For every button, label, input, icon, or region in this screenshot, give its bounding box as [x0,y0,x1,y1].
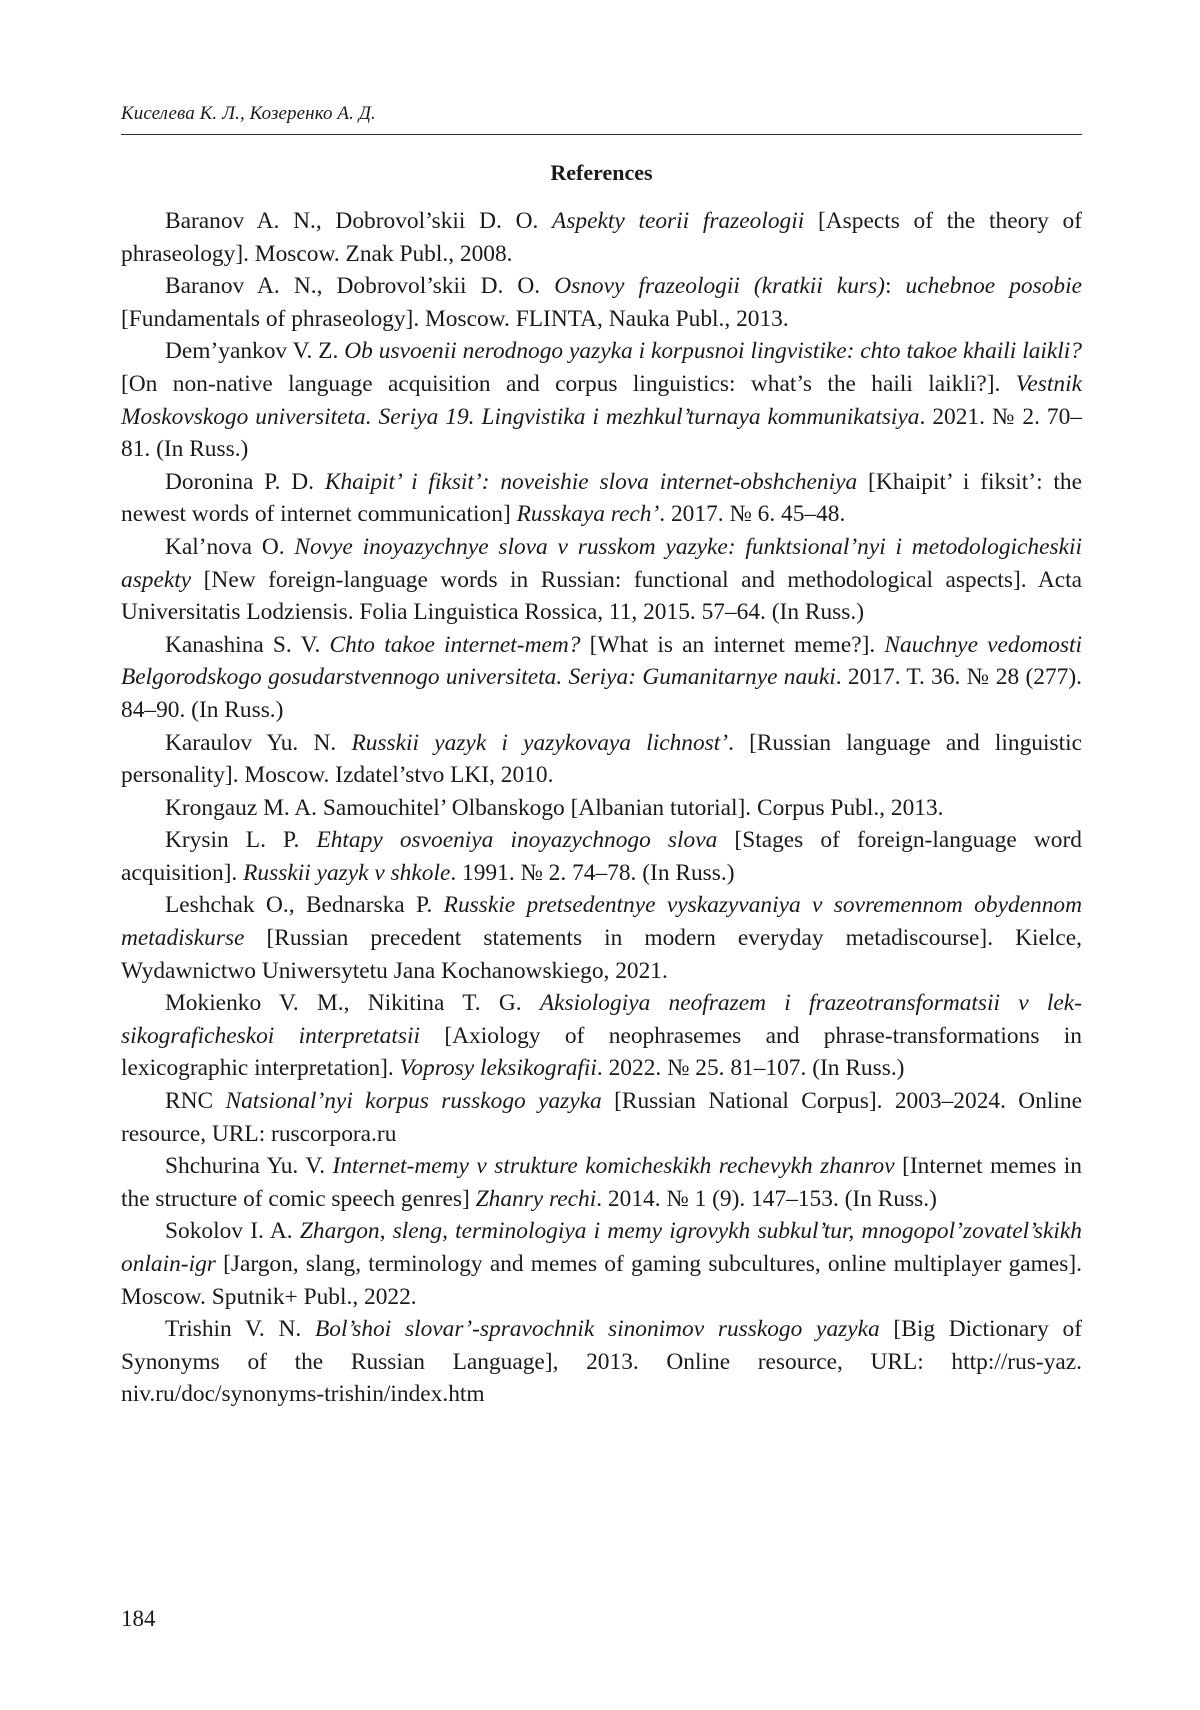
header-rule [121,134,1082,135]
reference-title-italic: Aspekty teorii frazeologii [552,208,805,234]
reference-text: . 2017. T. 36. № 28 (277). 84–90. (In Russ.) [121,664,1082,723]
reference-entry [121,531,1082,629]
reference-title-italic: Osnovy frazeologii (kratkii kurs) [554,273,885,300]
reference-text: . 2017. № 6. 45–48. [659,501,846,528]
reference-title-italic: Zhanry rechi [475,1185,597,1212]
reference-entry [121,1085,1082,1150]
reference-text: Leshchak O., Bednarska P. [165,892,444,919]
reference-text: . 1991. № 2. 74–78. (In Russ.) [450,859,735,886]
reference-title-italic: Russkie pretsedentnye vyskazyvaniya v sovremennom obydennom metadiskurse [121,892,1083,952]
page-number: 184 [121,1606,156,1631]
reference-entry [121,824,1082,889]
reference-entry [121,889,1082,987]
reference-text: Doronina P. D. [165,468,325,495]
reference-entry [121,1150,1082,1215]
running-head: Киселева К. Л., Козеренко А. Д. [121,103,376,124]
reference-title-italic: Aksiologiya neofrazem i frazeotransformatsii v leksikograficheskoi interpretatsii [121,990,1082,1049]
reference-title-italic: Russkii yazyk i yazykovaya lichnost’ [351,729,729,756]
reference-title-italic: Khaipit’ i fiksit’: noveishie slova internet-obshcheniya [324,468,858,495]
reference-entry [121,792,1082,825]
reference-title-italic: Ob usvoenii nerodnogo yazyka i korpusnoi lingvistike: chto takoe khaili laikli? [344,338,1082,365]
reference-text: . 2022. № 25. 81–107. (In Russ.) [596,1055,905,1082]
reference-text: [On non-native language acquisition and corpus linguistics: what’s the haili laikli?]. [121,370,1016,397]
reference-text: Kal’nova O. [165,533,295,560]
reference-title-italic: Internet-memy v strukture komicheskikh rechevykh zhanrov [332,1153,895,1180]
reference-text: [Fundamentals of phraseology]. Moscow. FLINTA, Nauka Publ., 2013. [121,305,789,332]
reference-text: [Russian precedent statements in modern everyday metadiscourse]. Kielce, Wydawnictwo Uniwersytetu Jana Kochanowskiego, 2021. [121,925,1082,984]
reference-text: [Jargon, slang, terminology and memes of gaming subcultures, online multiplayer games]. Moscow. Sputnik+ Publ., 2022. [121,1251,1082,1310]
reference-title-italic: Bol’shoi slovar’-spravochnik sinonimov russkogo yazyka [315,1316,880,1343]
reference-text: [Internet memes in the structure of comic speech genres] [121,1153,1082,1212]
reference-title-italic: Vestnik Moskovskogo universiteta. Seriya 19. Lingvistika i mezhkul’turnaya kommunikatsiya [121,370,1082,430]
reference-text: [Russian National Corpus]. 2003–2024. Online resource, URL: ruscorpora.ru [121,1088,1082,1147]
reference-entry [121,1313,1082,1411]
reference-entry [121,629,1082,727]
reference-text: [Axiology of neophrasemes and phrase-transformations in lexicographic interpretation]. [121,1022,1082,1082]
reference-text: Sokolov I. A. [165,1218,300,1245]
reference-title-italic: Russkii yazyk v shkole [243,859,451,886]
reference-text: Baranov A. N., Dobrovol’skii D. O. [165,273,555,300]
reference-text: [Khaipit’ i fiksit’: the newest words of internet communication] [121,468,1083,528]
reference-title-italic: Nauchnye vedomosti Belgorodskogo gosudarstvennogo universiteta. Seriya: Gumanitarnye nauki [121,631,1082,691]
reference-text: [New foreign-language words in Russian: functional and methodological aspects]. Acta Universitatis Lodziensis. Folia Linguistica Rossica, 11, 2015. 57–64. (In Russ.) [121,566,1082,626]
section-title: References [550,160,653,185]
reference-entry [121,987,1082,1085]
reference-title-italic: Natsional’nyi korpus russkogo yazyka [225,1088,602,1115]
reference-title-italic: Voprosy leksikografii [399,1055,597,1082]
reference-list [121,205,1082,1411]
reference-text: . 2021. № 2. 70–81. (In Russ.) [121,403,1082,463]
reference-text: [Stages of foreign-language word acquisition]. [121,827,1082,886]
reference-entry [121,727,1082,792]
reference-text: RNC [165,1088,226,1115]
reference-title-italic: Ehtapy osvoeniya inoyazychnogo slova [316,827,718,854]
reference-entry [121,335,1082,465]
reference-text: [Aspects of the theory of phraseology]. Moscow. Znak Publ., 2008. [121,208,1082,267]
reference-entry [121,205,1082,270]
reference-entry [121,1215,1082,1313]
reference-title-italic: Zhargon, sleng, terminologiya i memy igrovykh subkul’tur, mnogopol’zovatel’skikh onlain-igr [121,1218,1082,1277]
reference-text: Krysin L. P. [165,827,317,854]
reference-title-italic: Chto takoe internet-mem? [329,631,581,658]
reference-text: : [884,273,906,300]
reference-text: Mokienko V. M., Nikitina T. G. [165,990,540,1017]
reference-title-italic: Novye inoyazychnye slova v russkom yazyke: funktsional’nyi i metodologicheskii aspekty [121,533,1082,593]
reference-title-italic: Russkaya rech’ [516,501,660,528]
reference-text: Shchurina Yu. V. [165,1153,333,1180]
reference-title-italic: uchebnoe posobie [905,273,1083,300]
reference-text: Kanashina S. V. [165,631,330,658]
reference-text: . [Russian language and linguistic personality]. Moscow. Izdatel’stvo LKI, 2010. [121,729,1082,789]
reference-entry [121,466,1082,531]
reference-text: [Big Dictionary of Synonyms of the Russian Language], 2013. Online resource, URL: http://rus-yaz.​niv.ru/doc/synonyms-trishin/index.htm [121,1316,1083,1408]
reference-text: . 2014. № 1 (9). 147–153. (In Russ.) [596,1185,937,1212]
reference-text: [What is an internet meme?]. [580,631,885,658]
reference-entry [121,270,1082,335]
reference-text: Krongauz M. A. Samouchitel’ Olbanskogo [Albanian tutorial]. Corpus Publ., 2013. [165,794,944,821]
reference-text: Trishin V. N. [165,1316,315,1343]
reference-text: Karaulov Yu. N. [165,729,352,756]
reference-text: Dem’yankov V. Z. [165,338,345,365]
reference-text: Baranov A. N., Dobrovol’skii D. O. [165,208,553,234]
